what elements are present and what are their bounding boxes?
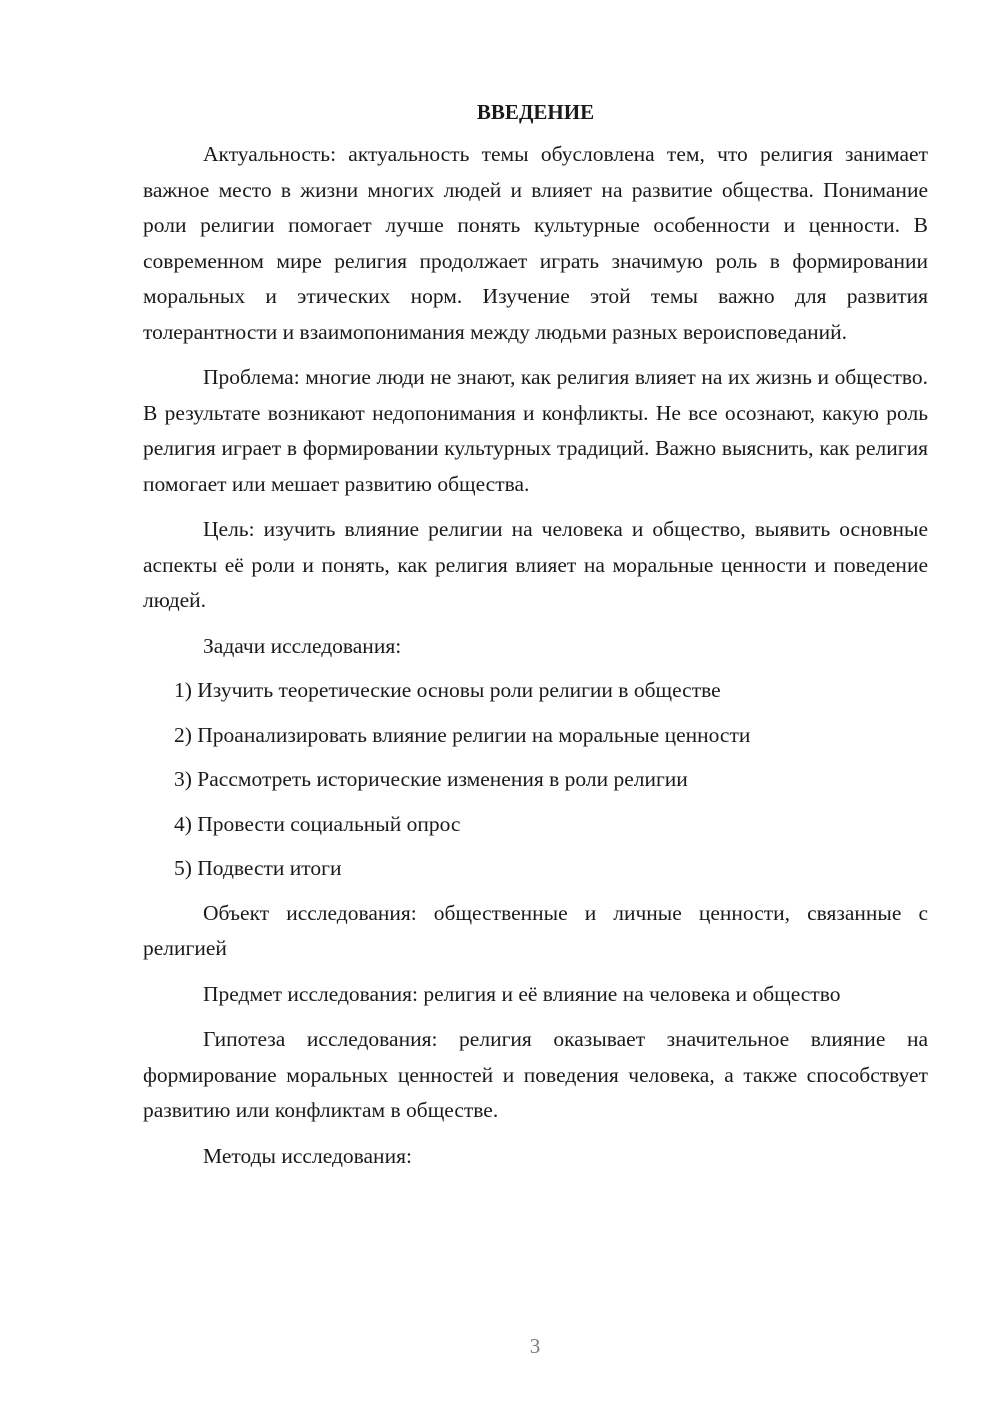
task-item-1: 1) Изучить теоретические основы роли религии в обществе — [174, 678, 721, 702]
relevance-paragraph: Актуальность: актуальность темы обусловлена тем, что религия занимает важное место в жизни многих людей и влияет на развитие общества. Понимание роли религии помогает лучше понять культурные особенности и ценности. В современном мире религия продолжает играть значимую роль в формировании моральных и этических норм. Изучение этой темы важно для развития толерантности и взаимопонимания между людьми разных вероисповеданий. — [143, 142, 928, 344]
task-item-4: 4) Провести социальный опрос — [174, 811, 461, 836]
task-item-3: 3) Рассмотреть исторические изменения в роли религии — [174, 767, 688, 791]
page-title: ВВЕДЕНИЕ — [476, 100, 595, 124]
methods-title: Методы исследования: — [203, 1143, 412, 1168]
document-page — [143, 95, 928, 1183]
task-item-2: 2) Проанализировать влияние религии на моральные ценности — [174, 722, 751, 747]
task-item-5: 5) Подвести итоги — [174, 856, 342, 880]
subject-paragraph: Предмет исследования: религия и её влияние на человека и общество — [203, 981, 841, 1006]
problem-paragraph: Проблема: многие люди не знают, как религия влияет на их жизнь и общество. В результате возникают недопонимания и конфликты. Не все осознают, какую роль религия играет в формировании культурных традиций. Важно выяснить, как религия помогает или мешает развитию общества. — [143, 365, 928, 496]
task-list — [143, 673, 928, 887]
hypothesis-paragraph: Гипотеза исследования: религия оказывает значительное влияние на формирование моральных ценностей и поведения человека, а также способствует развитию или конфликтам в обществе. — [143, 1027, 928, 1122]
page-number: 3 — [529, 1334, 541, 1358]
object-paragraph: Объект исследования: общественные и личные ценности, связанные с религией — [143, 900, 928, 960]
tasks-title: Задачи исследования: — [203, 633, 402, 658]
goal-paragraph: Цель: изучить влияние религии на человека и общество, выявить основные аспекты её роли и понять, как религия влияет на моральные ценности и поведение людей. — [143, 517, 928, 612]
